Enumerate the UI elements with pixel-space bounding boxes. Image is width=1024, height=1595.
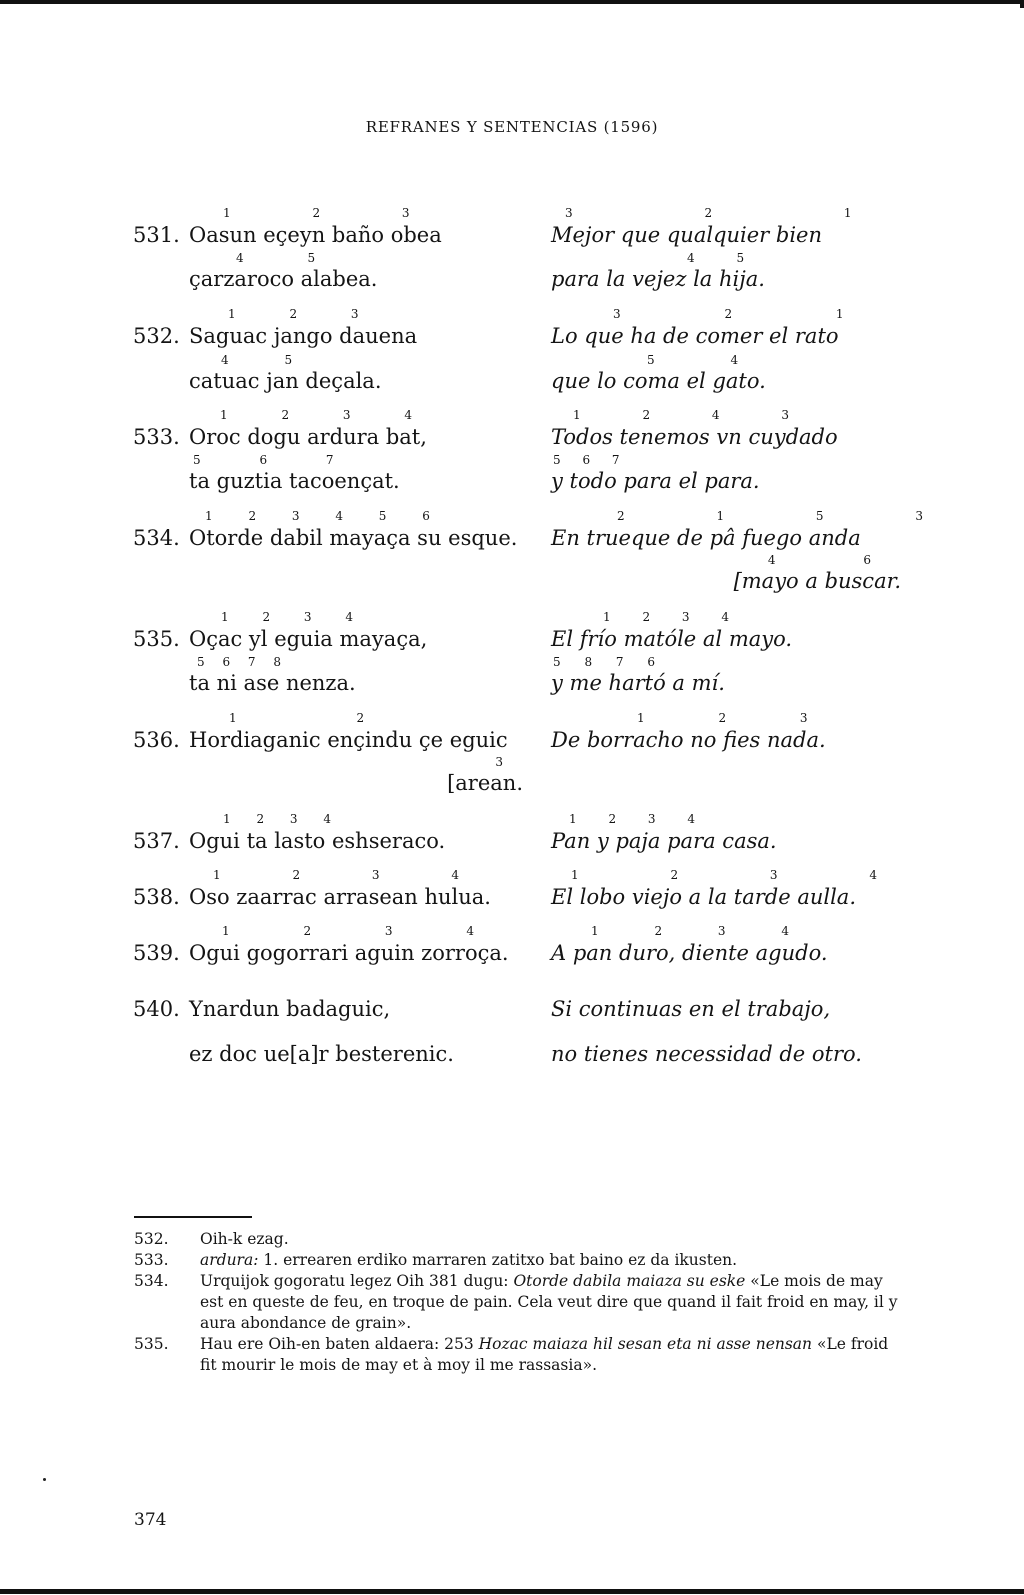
spanish-line: que lo coma el gato.	[551, 369, 766, 393]
word-order-marks: 5 6 7	[193, 453, 334, 467]
spanish-line: y todo para el para.	[551, 469, 760, 493]
footnote-quotation: Otorde dabila maiaza su eske	[513, 1272, 746, 1290]
proverb-number: 535.	[133, 627, 180, 651]
bottom-border-rule	[0, 1589, 1024, 1594]
footnote-number: 533.	[134, 1251, 169, 1269]
basque-line: Hordiaganic ençindu çe eguic	[189, 728, 508, 752]
spanish-line: Lo que ha de comer el rato	[551, 324, 839, 348]
proverb-number: 539.	[133, 941, 180, 965]
footnote-number: 534.	[134, 1272, 169, 1290]
basque-line: çarzaroco alabea.	[189, 267, 378, 291]
footnote-separator	[134, 1216, 252, 1218]
word-order-marks: 1 2 3	[223, 206, 410, 220]
spanish-line: para la vejez la hija.	[551, 267, 765, 291]
footnotes	[134, 1229, 904, 1376]
footnote-text: Urquijok gogoratu legez Oih 381 dugu:	[200, 1272, 514, 1290]
word-order-marks: 1 2 3	[228, 307, 359, 321]
basque-line-continuation: [arean.	[447, 771, 523, 795]
running-head: REFRANES Y SENTENCIAS (1596)	[365, 118, 659, 136]
proverb-number: 540.	[133, 997, 180, 1021]
word-order-marks: 1 2	[229, 711, 365, 725]
footnote-text: Hau ere Oih-en baten aldaera: 253	[200, 1335, 479, 1353]
basque-line: Ynardun badaguic,	[189, 997, 391, 1021]
word-order-marks: 1 2 3 4	[571, 868, 877, 882]
basque-line: ez doc ue[a]r besterenic.	[189, 1042, 454, 1066]
spanish-line: En trueque de pâ fuego anda	[551, 526, 861, 550]
word-order-marks: 1 2 3 4	[223, 812, 331, 826]
word-order-marks: 1 2 4 3	[573, 408, 789, 422]
basque-line: Oçac yl eguia mayaça,	[189, 627, 428, 651]
footnote-text: 1. errearen erdiko marraren zatitxo bat baino ez da ikusten.	[258, 1251, 738, 1269]
spanish-line: A pan duro, diente agudo.	[551, 941, 828, 965]
spanish-line: y me hartó a mí.	[551, 671, 725, 695]
word-order-marks: 5 6 7 8	[197, 655, 281, 669]
basque-line: ta guztia tacoençat.	[189, 469, 400, 493]
footnote	[134, 1250, 904, 1271]
basque-line: Oasun eçeyn baño obea	[189, 223, 442, 247]
basque-line: Ogui gogorrari aguin zorroça.	[189, 941, 509, 965]
proverb-number: 537.	[133, 829, 180, 853]
footnote	[134, 1229, 904, 1250]
word-order-marks: 4 5	[236, 251, 316, 265]
basque-line: Saguac jango dauena	[189, 324, 418, 348]
word-order-marks: 1 2 3 4	[220, 408, 412, 422]
spanish-line-continuation: [mayo a buscar.	[733, 569, 901, 593]
word-order-marks: 4 5	[687, 251, 745, 265]
word-order-marks: 5 4	[647, 353, 739, 367]
footnote-number: 535.	[134, 1335, 169, 1353]
spanish-line: Mejor que qualquier bien	[551, 223, 823, 247]
word-order-marks: 3	[495, 755, 503, 769]
word-order-marks: 5 8 7 6	[553, 655, 655, 669]
word-order-marks: 2 1 5 3	[617, 509, 923, 523]
basque-line: Ogui ta lasto eshseraco.	[189, 829, 446, 853]
word-order-marks: 1 2 3 4	[591, 924, 789, 938]
footnote-headword: ardura:	[200, 1251, 259, 1269]
footnote-text: Oih-k ezag.	[200, 1230, 289, 1248]
word-order-marks: 1 2 3 4	[603, 610, 729, 624]
proverb-number: 534.	[133, 526, 180, 550]
word-order-marks: 1 2 3 4	[569, 812, 695, 826]
spanish-line: El lobo viejo a la tarde aulla.	[551, 885, 857, 909]
word-order-marks: 1 2 3	[637, 711, 808, 725]
word-order-marks: 5 6 7	[553, 453, 620, 467]
footnote	[134, 1271, 904, 1334]
footnote-text: «Le froid fit mourir le mois de may et à moy il me rassasia».	[200, 1335, 889, 1374]
proverb-number: 536.	[133, 728, 180, 752]
footnote-quotation: Hozac maiaza hil sesan eta ni asse nensan	[478, 1335, 813, 1353]
word-order-marks: 1 2 3 4	[221, 610, 353, 624]
word-order-marks: 3 2 1	[565, 206, 852, 220]
spanish-line: Pan y paja para casa.	[551, 829, 777, 853]
corner-border-mark	[1020, 0, 1024, 8]
word-order-marks: 3 2 1	[613, 307, 844, 321]
word-order-marks: 1 2 3 4	[213, 868, 459, 882]
spanish-line: no tienes necessidad de otro.	[551, 1042, 862, 1066]
proverb-number: 533.	[133, 425, 180, 449]
page-number: 374	[134, 1510, 167, 1530]
basque-line: Otorde dabil mayaça su esque.	[189, 526, 518, 550]
basque-line: Oso zaarrac arrasean hulua.	[189, 885, 491, 909]
proverb-number: 532.	[133, 324, 180, 348]
spanish-line: De borracho no fies nada.	[551, 728, 826, 752]
footnote	[134, 1334, 904, 1376]
top-border-rule	[0, 0, 1024, 4]
basque-line: Oroc dogu ardura bat,	[189, 425, 427, 449]
word-order-marks: 1 2 3 4 5 6	[205, 509, 430, 523]
proverb-number: 538.	[133, 885, 180, 909]
spanish-line: Todos tenemos vn cuydado	[551, 425, 838, 449]
basque-line: catuac jan deçala.	[189, 369, 382, 393]
scan-speck	[43, 1478, 46, 1481]
footnote-text: «Le mois de may est en queste de feu, en troque de pain. Cela veut dire que quand il fait froid en may, il y aura abondance de grain».	[200, 1272, 898, 1332]
footnote-number: 532.	[134, 1230, 169, 1248]
spanish-line: El frío matóle al mayo.	[551, 627, 793, 651]
spanish-line: Si continuas en el trabajo,	[551, 997, 831, 1021]
basque-line: ta ni ase nenza.	[189, 671, 356, 695]
word-order-marks: 4 5	[221, 353, 293, 367]
word-order-marks: 4 6	[767, 553, 871, 567]
word-order-marks: 1 2 3 4	[222, 924, 474, 938]
proverb-number: 531.	[133, 223, 180, 247]
